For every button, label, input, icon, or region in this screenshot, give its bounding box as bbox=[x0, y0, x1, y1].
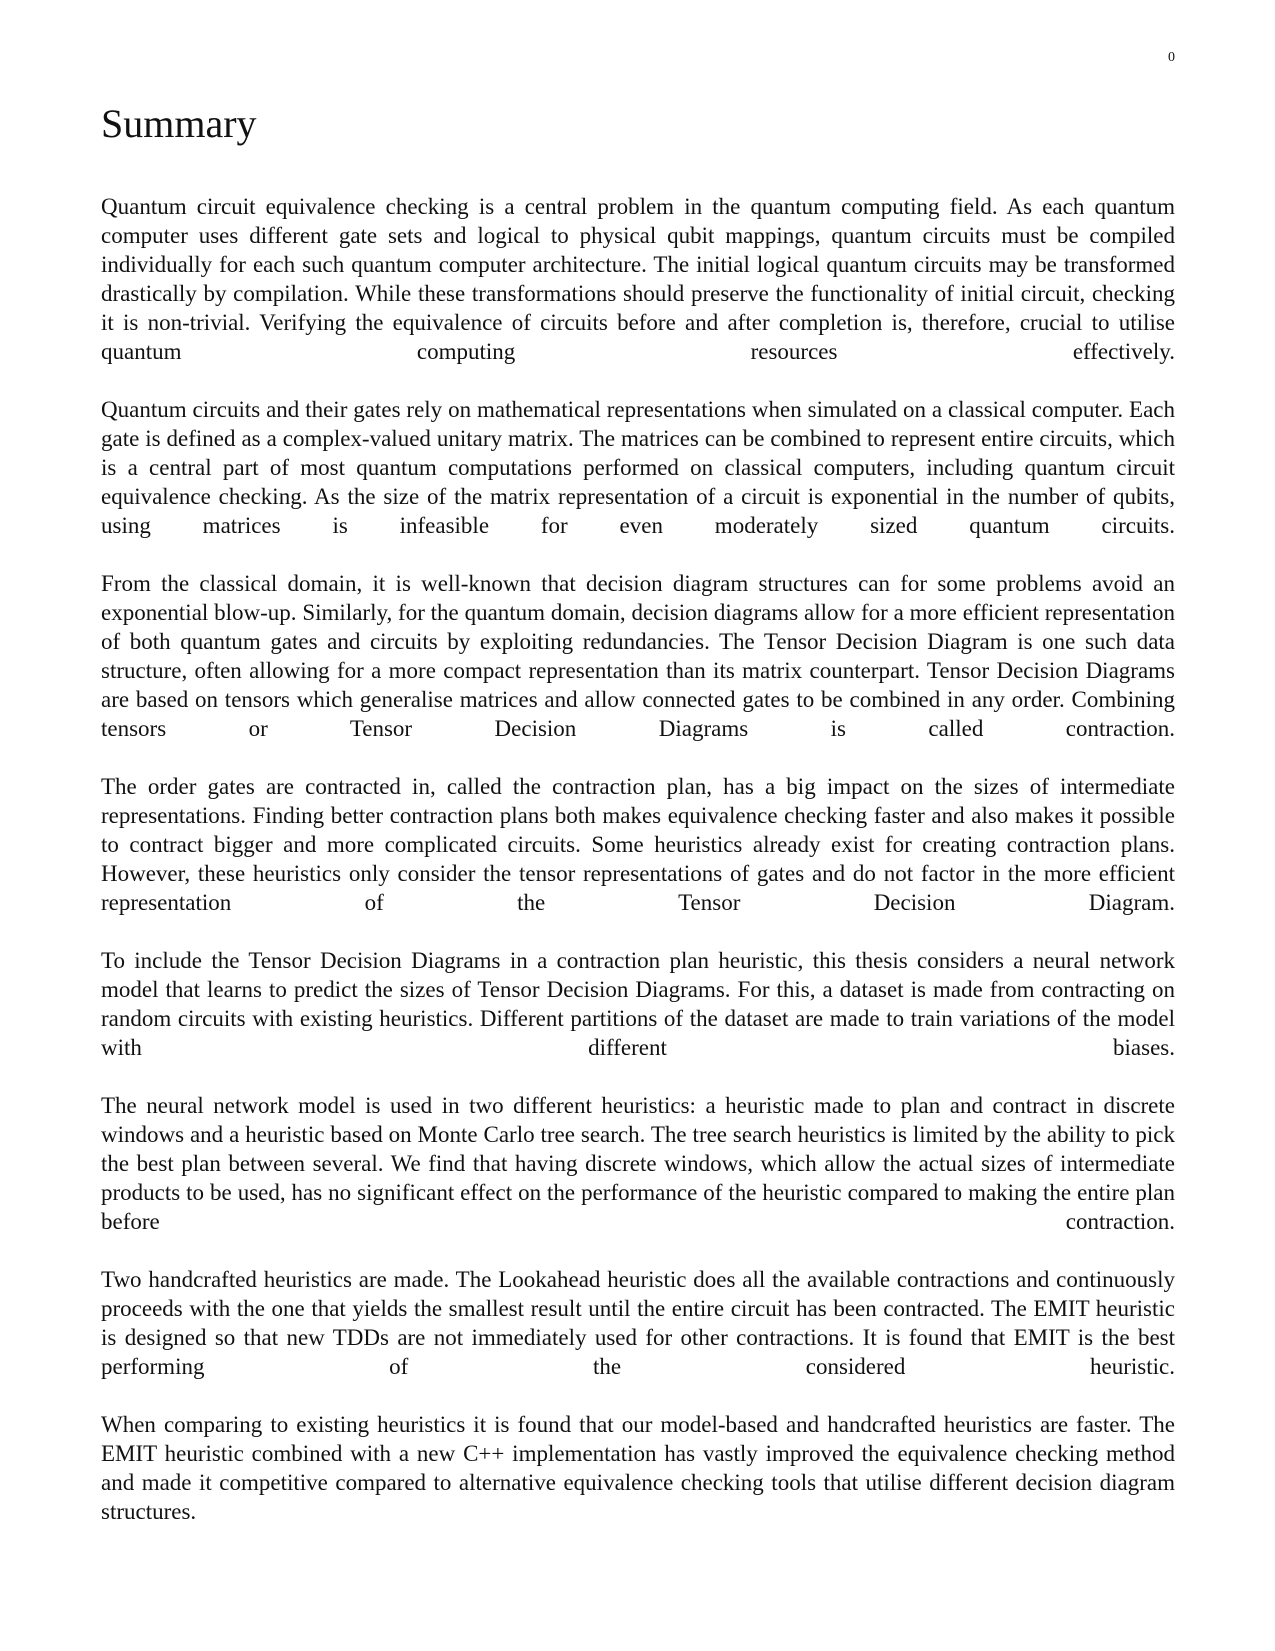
paragraph-1: Quantum circuit equivalence checking is a central problem in the quantum computing field. As each quantum computer uses different gate sets and logical to physical qubit mappings, quantum circuits must be compiled individually for each such quantum computer architecture. The initial logical quantum circuits may be transformed drastically by compilation. While these transformations should preserve the functionality of initial circuit, checking it is non-trivial. Verifying the equivalence of circuits before and after completion is, therefore, crucial to utilise quantum computing resources effectively. bbox=[101, 194, 1175, 364]
page-title: Summary bbox=[101, 101, 257, 146]
paragraph-3: From the classical domain, it is well-known that decision diagram structures can for some problems avoid an exponential blow-up. Similarly, for the quantum domain, decision diagrams allow for a more efficient representation of both quantum gates and circuits by exploiting redundancies. The Tensor Decision Diagram is one such data structure, often allowing for a more compact representation than its matrix counterpart. Tensor Decision Diagrams are based on tensors which generalise matrices and allow connected gates to be combined in any order. Combining tensors or Tensor Decision Diagrams is called contraction. bbox=[101, 571, 1175, 741]
paragraph-2: Quantum circuits and their gates rely on mathematical representations when simulated on a classical computer. Each gate is defined as a complex-valued unitary matrix. The matrices can be combined to represent entire circuits, which is a central part of most quantum computations performed on classical computers, including quantum circuit equivalence checking. As the size of the matrix representation of a circuit is exponential in the number of qubits, using matrices is infeasible for even moderately sized quantum circuits. bbox=[101, 397, 1175, 538]
summary-text bbox=[101, 192, 1175, 1526]
paragraph-5: To include the Tensor Decision Diagrams in a contraction plan heuristic, this thesis considers a neural network model that learns to predict the sizes of Tensor Decision Diagrams. For this, a dataset is made from contracting on random circuits with existing heuristics. Different partitions of the dataset are made to train variations of the model with different biases. bbox=[101, 948, 1175, 1060]
paragraph-4: The order gates are contracted in, called the contraction plan, has a big impact on the sizes of intermediate representations. Finding better contraction plans both makes equivalence checking faster and also makes it possible to contract bigger and more complicated circuits. Some heuristics already exist for creating contraction plans. However, these heuristics only consider the tensor representations of gates and do not factor in the more efficient representation of the Tensor Decision Diagram. bbox=[101, 774, 1175, 915]
paragraph-7: Two handcrafted heuristics are made. The Lookahead heuristic does all the available contractions and continuously proceeds with the one that yields the smallest result until the entire circuit has been contracted. The EMIT heuristic is designed so that new TDDs are not immediately used for other contractions. It is found that EMIT is the best performing of the considered heuristic. bbox=[101, 1267, 1175, 1379]
paragraph-6: The neural network model is used in two different heuristics: a heuristic made to plan and contract in discrete windows and a heuristic based on Monte Carlo tree search. The tree search heuristics is limited by the ability to pick the best plan between several. We find that having discrete windows, which allow the actual sizes of intermediate products to be used, has no significant effect on the performance of the heuristic compared to making the entire plan before contraction. bbox=[101, 1093, 1175, 1234]
document-body bbox=[101, 98, 1175, 1555]
page-number: 0 bbox=[1168, 50, 1175, 65]
paragraph-8: When comparing to existing heuristics it is found that our model-based and handcrafted heuristics are faster. The EMIT heuristic combined with a new C++ implementation has vastly improved the equivalence checking method and made it competitive compared to alternative equivalence checking tools that utilise different decision diagram structures. bbox=[101, 1412, 1175, 1524]
